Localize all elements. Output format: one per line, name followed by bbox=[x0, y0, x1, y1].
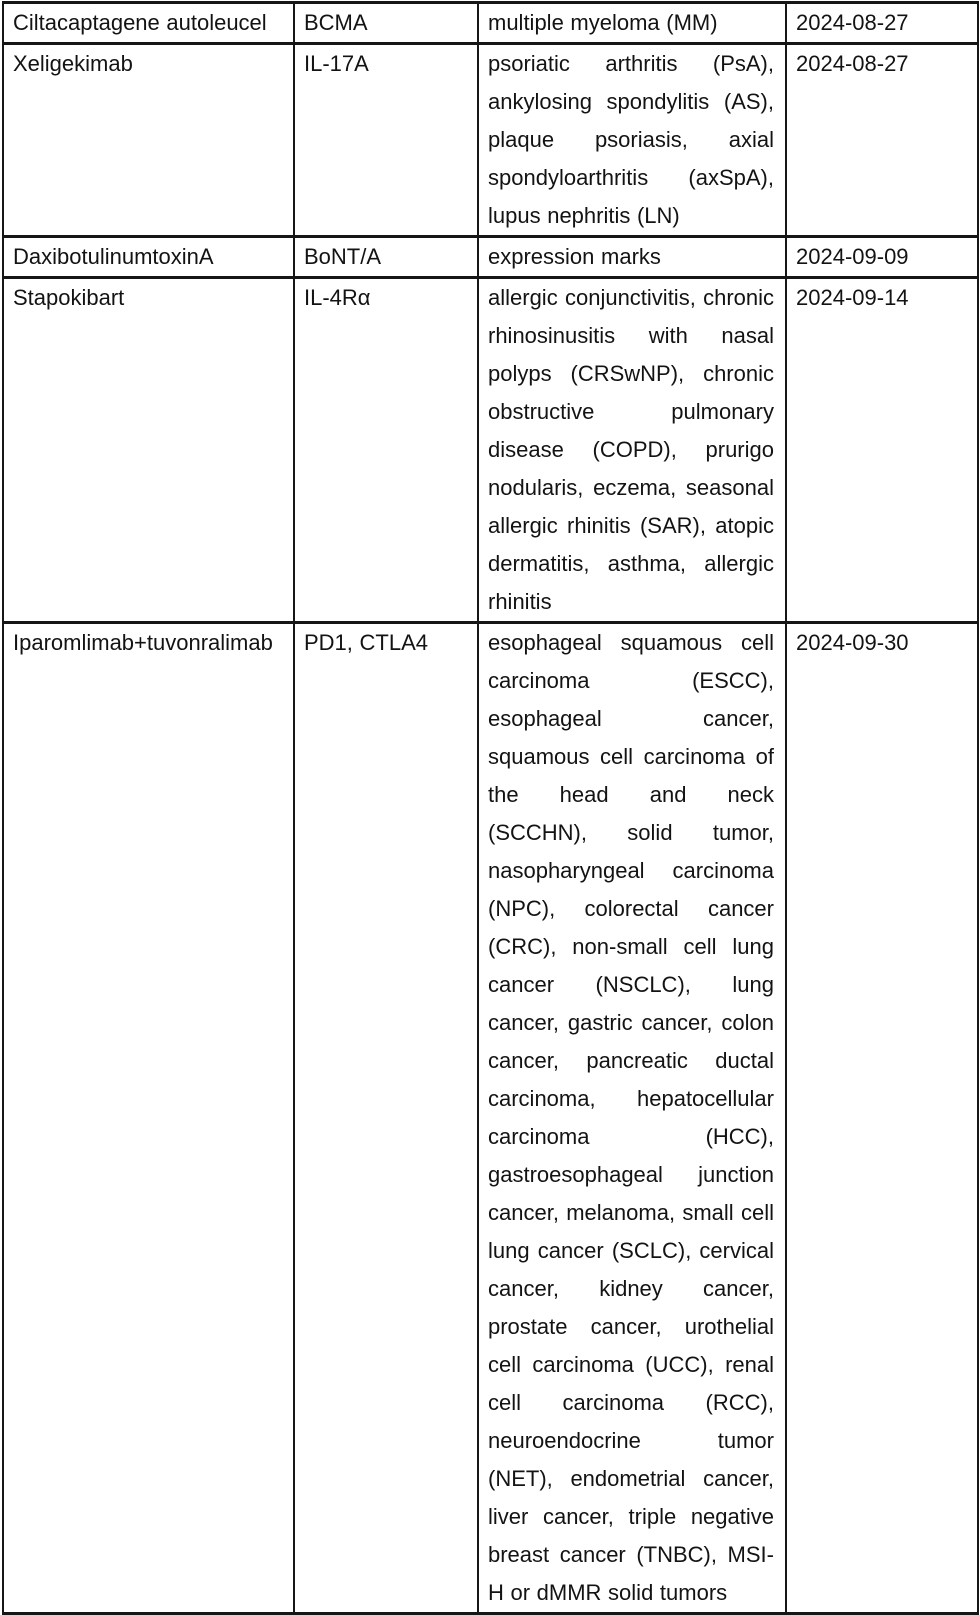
table-row bbox=[3, 237, 978, 278]
target-cell: PD1, CTLA4 bbox=[294, 623, 478, 1614]
drug-name-cell: Stapokibart bbox=[3, 278, 294, 623]
indication-cell: expression marks bbox=[478, 237, 786, 278]
indication-cell: allergic conjunctivitis, chronic rhinosinusitis with nasal polyps (CRSwNP), chronic obstructive pulmonary disease (COPD), prurigo nodularis, eczema, seasonal allergic rhinitis (SAR), atopic dermatitis, asthma, allergic rhinitis bbox=[478, 278, 786, 623]
indication-cell: esophageal squamous cell carcinoma (ESCC), esophageal cancer, squamous cell carcinoma of the head and neck (SCCHN), solid tumor, nasopharyngeal carcinoma (NPC), colorectal cancer (CRC), non-small cell lung cancer (NSCLC), lung cancer, gastric cancer, colon cancer, pancreatic ductal carcinoma, hepatocellular carcinoma (HCC), gastroesophageal junction cancer, melanoma, small cell lung cancer (SCLC), cervical cancer, kidney cancer, prostate cancer, urothelial cell carcinoma (UCC), renal cell carcinoma (RCC), neuroendocrine tumor (NET), endometrial cancer, liver cancer, triple negative breast cancer (TNBC), MSI-H or dMMR solid tumors bbox=[478, 623, 786, 1614]
drug-approval-table bbox=[2, 1, 979, 1615]
target-cell: BoNT/A bbox=[294, 237, 478, 278]
target-cell: IL-4Rα bbox=[294, 278, 478, 623]
approval-date-cell: 2024-09-09 bbox=[786, 237, 978, 278]
drug-name-cell: Xeligekimab bbox=[3, 44, 294, 237]
indication-cell: multiple myeloma (MM) bbox=[478, 3, 786, 44]
drug-name-cell: DaxibotulinumtoxinA bbox=[3, 237, 294, 278]
drug-name-cell: Ciltacaptagene autoleucel bbox=[3, 3, 294, 44]
drug-name-cell: Iparomlimab+tuvonralimab bbox=[3, 623, 294, 1614]
target-cell: IL-17A bbox=[294, 44, 478, 237]
approval-date-cell: 2024-08-27 bbox=[786, 3, 978, 44]
table-row bbox=[3, 3, 978, 44]
table-row bbox=[3, 623, 978, 1614]
approval-date-cell: 2024-09-30 bbox=[786, 623, 978, 1614]
indication-cell: psoriatic arthritis (PsA), ankylosing spondylitis (AS), plaque psoriasis, axial spondyloarthritis (axSpA), lupus nephritis (LN) bbox=[478, 44, 786, 237]
approval-date-cell: 2024-09-14 bbox=[786, 278, 978, 623]
table-row bbox=[3, 44, 978, 237]
table-row bbox=[3, 278, 978, 623]
target-cell: BCMA bbox=[294, 3, 478, 44]
approval-date-cell: 2024-08-27 bbox=[786, 44, 978, 237]
